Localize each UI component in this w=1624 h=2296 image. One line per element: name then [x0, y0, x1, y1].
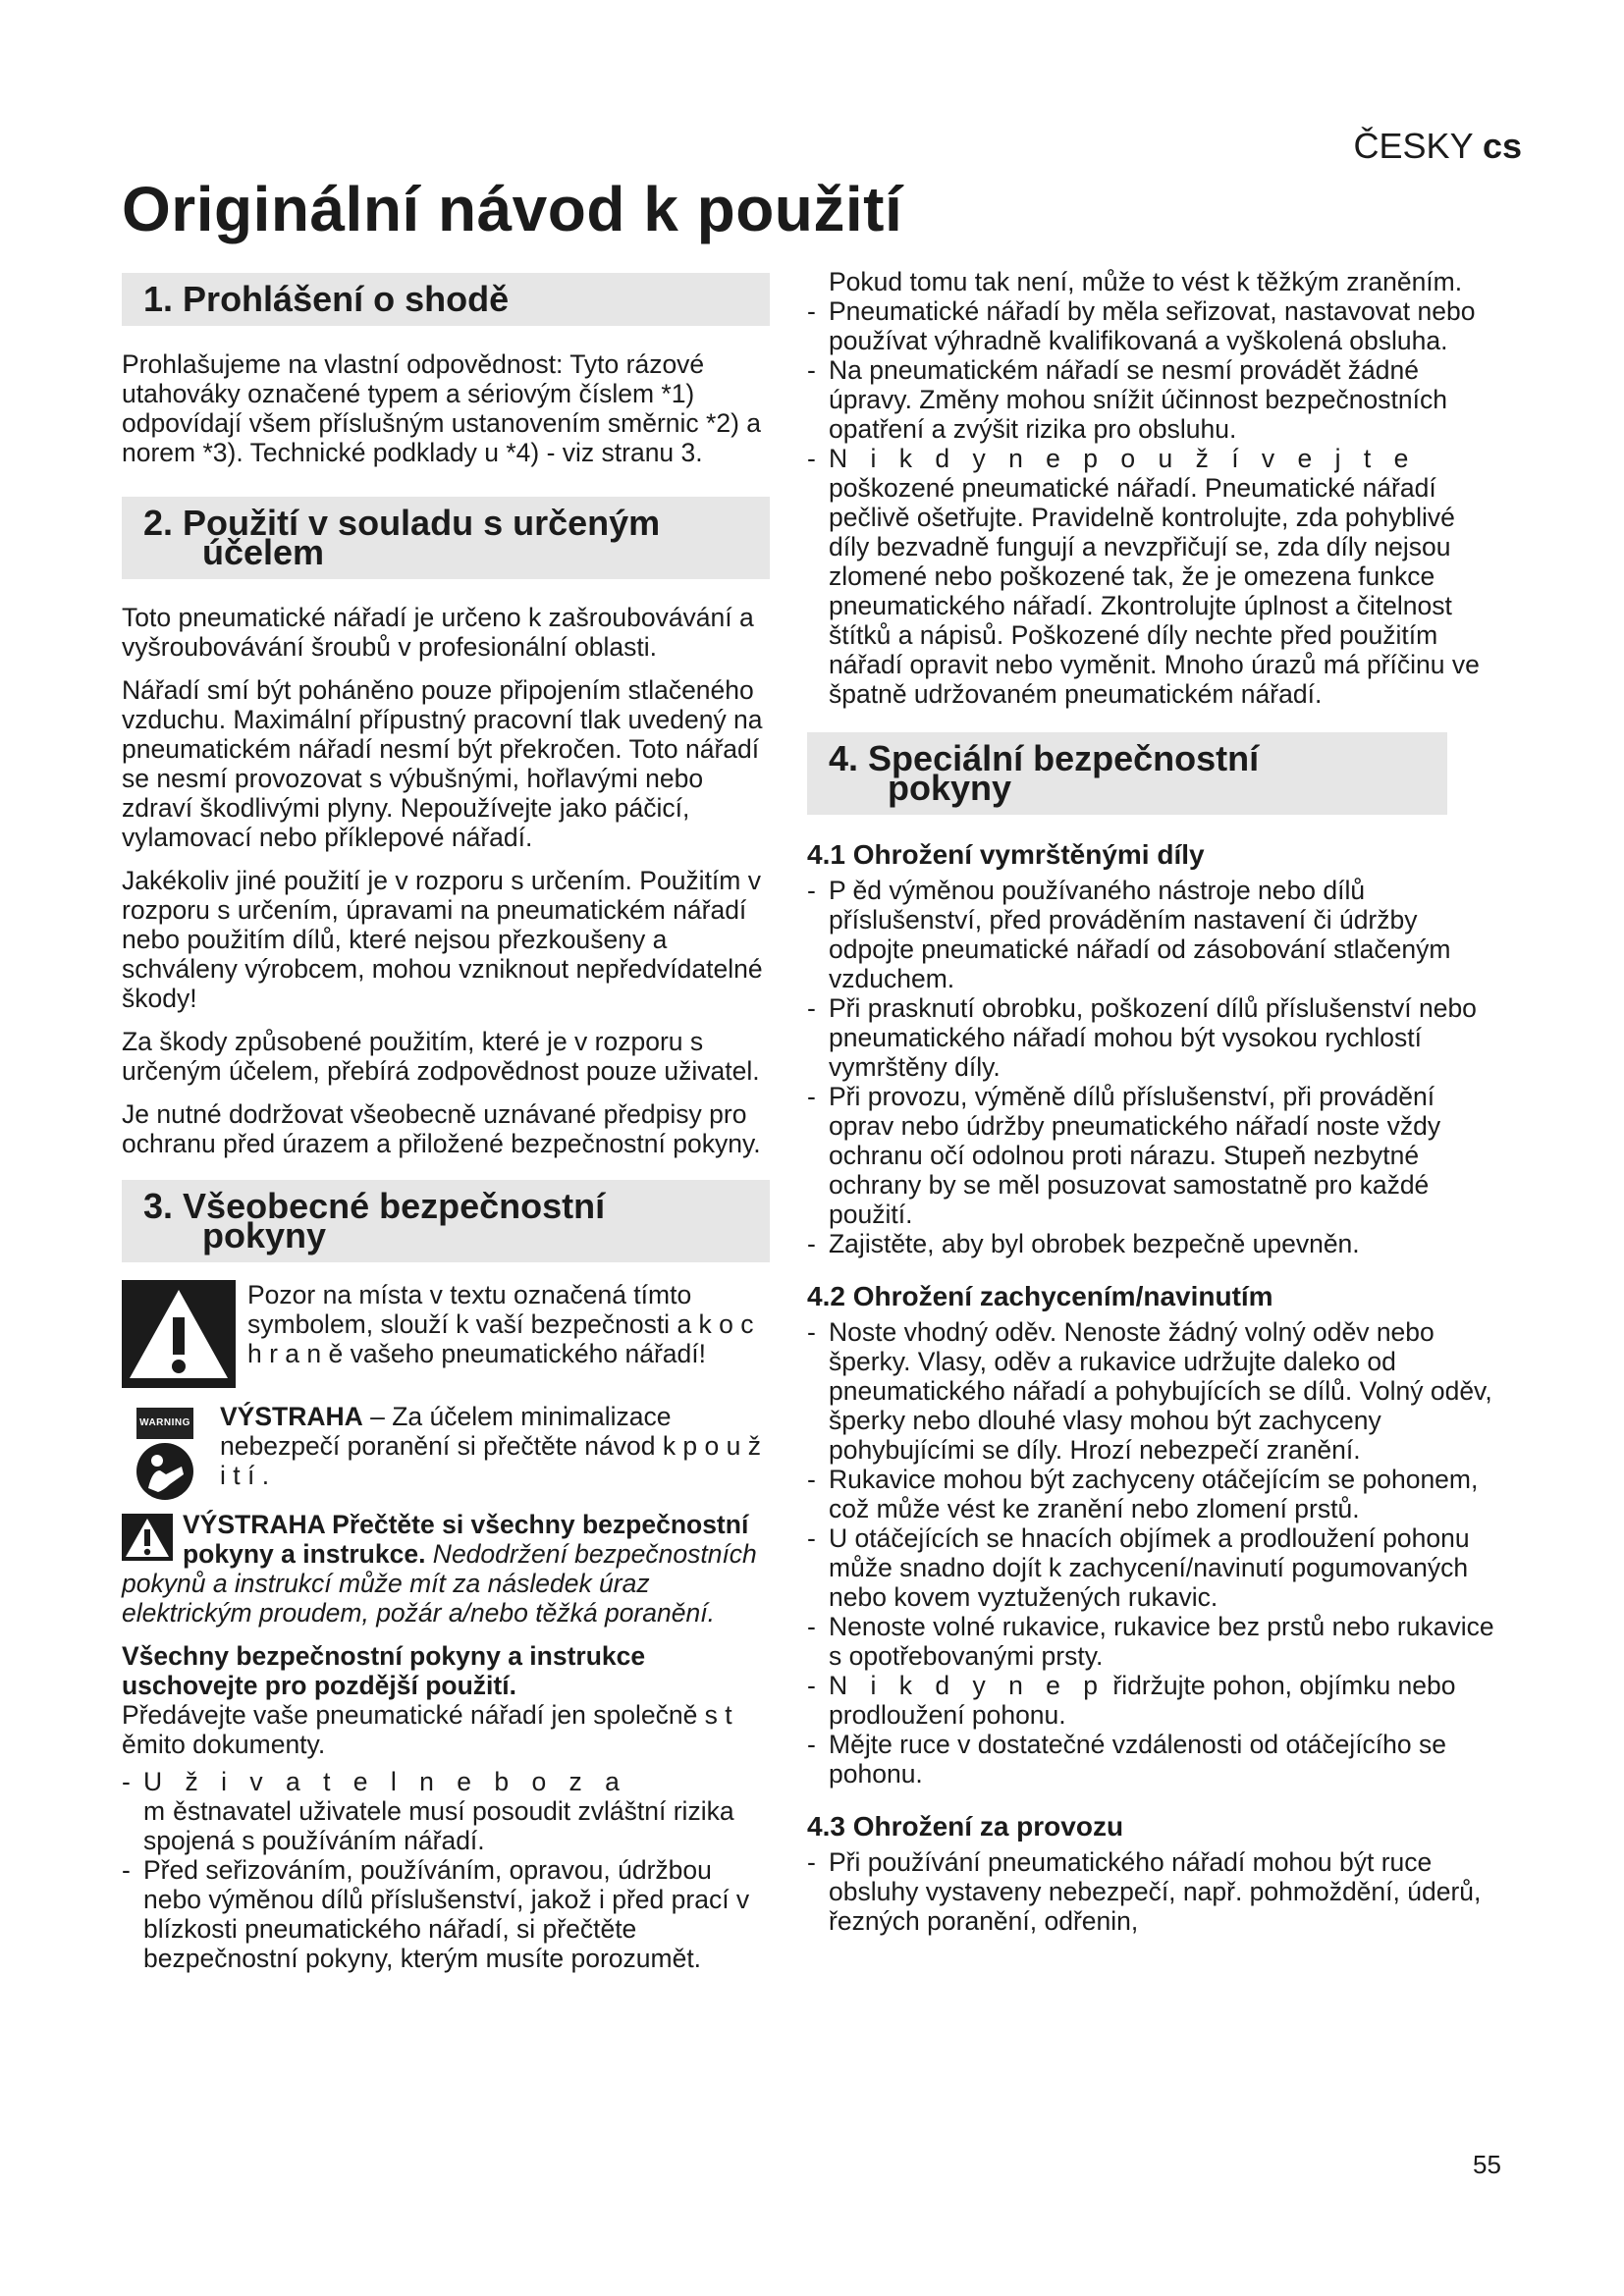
right-column — [807, 267, 1494, 1936]
language-label: ČESKY cs — [1353, 126, 1522, 166]
section-2-para-3: Jakékoliv jiné použití je v rozporu s určením. Použitím v rozporu s určením, úpravami na pneumatickém nářadí nebo použitím dílů, které nejsou přezkoušeny a schváleny výrobcem, mohou vzniknout nepředvídatelné škody! — [122, 866, 763, 1013]
section-2-heading: 2. Použití v souladu s určeným účelem — [122, 497, 770, 579]
list-item: - N i k d y n e p o u ž í v e j t e poškozené pneumatické nářadí. Pneumatické nářadí pečlivě ošetřujte. Pravidelně kontrolujte, zda pohyblivé díly bezvadně fungují a nevzpřičují se, zda díly nejsou zlomené nebo poškozené tak, že je omezena funkce pneumatického nářadí. Zkontrolujte úplnost a čitelnost štítků a nápisů. Poškozené díly nechte před použitím nářadí opravit nebo vyměnit. Mnoho úrazů má příčinu ve špatně udržovaném pneumatickém nářadí. — [807, 444, 1494, 709]
list-item: - Nenoste volné rukavice, rukavice bez prstů nebo rukavice s opotřebovanými prsty. — [807, 1612, 1494, 1671]
read-manual-text: VÝSTRAHA – Za účelem minimalizace nebezpečí poranění si přečtěte návod k p o u ž i t í . — [220, 1402, 761, 1490]
list-item: - Noste vhodný oděv. Nenoste žádný volný oděv nebo šperky. Vlasy, oděv a rukavice udržujte daleko od pneumatického nářadí a pohybujících se dílů. Volný oděv, šperky nebo dlouhé vlasy mohou být zachyceny pohybujícími se díly. Hrozí nebezpečí zranění. — [807, 1317, 1494, 1465]
section-3-heading: 3. Všeobecné bezpečnostní pokyny — [122, 1180, 770, 1262]
list-item: - Při provozu, výměně dílů příslušenství, při provádění oprav nebo údržby pneumatického nářadí noste vždy ochranu očí odolnou proti nárazu. Stupeň nezbytné ochrany by se měl posuzovat samostatně pro každé použití. — [807, 1082, 1494, 1229]
subsection-4-3-list — [807, 1847, 1494, 1936]
section-3-list-left — [122, 1767, 770, 1973]
list-item: - Pneumatické nářadí by měla seřizovat, nastavovat nebo používat výhradně kvalifikovaná a vyškolená obsluha. — [807, 296, 1494, 355]
subsection-4-3-heading: 4.3 Ohrožení za provozu — [807, 1811, 1124, 1842]
read-all-warning: VÝSTRAHA Přečtěte si všechny bezpečnostní pokyny a instrukce. Nedodržení bezpečnostních pokynů a instrukcí může mít za následek úraz elektrickým proudem, požár a/nebo těžká poranění. — [122, 1510, 757, 1628]
page-number: 55 — [1473, 2150, 1501, 2179]
list-item: - P ěd výměnou používaného nástroje nebo dílů příslušenství, před prováděním nastavení či údržby odpojte pneumatické nářadí od zásobování stlačeným vzduchem. — [807, 876, 1494, 993]
left-column — [122, 273, 770, 1973]
read-manual-icon — [122, 1402, 208, 1502]
list-item: - Při používání pneumatického nářadí mohou být ruce obsluhy vystaveny nebezpečí, např. pohmoždění, úderů, řezných poranění, odřenin, — [807, 1847, 1494, 1936]
list-item: - Na pneumatickém nářadí se nesmí provádět žádné úpravy. Změny mohou snížit účinnost bezpečnostních opatření a zvýšit rizika pro obsluhu. — [807, 355, 1494, 444]
warning-symbol-text: Pozor na místa v textu označená tímto symbolem, slouží k vaší bezpečnosti a k o c h r a n ě vašeho pneumatického nářadí! — [247, 1280, 754, 1368]
section-2-para-5: Je nutné dodržovat všeobecně uznávané předpisy pro ochranu před úrazem a přiložené bezpečnostní pokyny. — [122, 1099, 761, 1158]
warning-triangle-icon — [122, 1280, 236, 1394]
section-3-continued: Pokud tomu tak není, může to vést k těžkým zraněním. — [829, 267, 1463, 296]
section-1-heading: 1. Prohlášení o shodě — [122, 273, 770, 326]
list-item: - U ž i v a t e l n e b o z a městnavatel uživatele musí posoudit zvláštní rizika spojená s používáním nářadí. — [122, 1767, 770, 1855]
list-item: - Před seřizováním, používáním, opravou, údržbou nebo výměnou dílů příslušenství, jakož i před prací v blízkosti pneumatického nářadí, si přečtěte bezpečnostní pokyny, kterým musíte porozumět. — [122, 1855, 770, 1973]
section-3-list-right — [807, 296, 1494, 709]
read-manual-note — [122, 1402, 770, 1502]
keep-instructions-note: Všechny bezpečnostní pokyny a instrukce uschovejte pro pozdější použití. Předávejte vaše pneumatické nářadí jen společně s t ěmito dokumenty. — [122, 1641, 732, 1759]
section-2-para-1: Toto pneumatické nářadí je určeno k zašroubovávání a vyšroubovávání šroubů v profesionální oblasti. — [122, 603, 754, 662]
page-title: Originální návod k použití — [122, 174, 903, 244]
subsection-4-2-heading: 4.2 Ohrožení zachycením/navinutím — [807, 1281, 1273, 1311]
list-item: - U otáčejících se hnacích objímek a prodloužení pohonu může snadno dojít k zachycení/navinutí pogumovaných nebo kovem vyztužených rukavic. — [807, 1523, 1494, 1612]
subsection-4-1-heading: 4.1 Ohrožení vymrštěnými díly — [807, 839, 1205, 870]
list-item: - Při prasknutí obrobku, poškození dílů příslušenství nebo pneumatického nářadí mohou být vysokou rychlostí vymrštěny díly. — [807, 993, 1494, 1082]
subsection-4-2-list — [807, 1317, 1494, 1789]
list-item: - N i k d y n e p řidržujte pohon, objímku nebo prodloužení pohonu. — [807, 1671, 1494, 1730]
list-item: - Rukavice mohou být zachyceny otáčejícím se pohonem, což může vést ke zranění nebo zlomení prstů. — [807, 1465, 1494, 1523]
warning-tag: WARNING — [136, 1408, 193, 1439]
warning-symbol-note — [122, 1280, 770, 1394]
section-2-para-2: Nářadí smí být poháněno pouze připojením stlačeného vzduchu. Maximální přípustný pracovní tlak uvedený na pneumatickém nářadí nesmí být překročen. Toto nářadí se nesmí provozovat s výbušnými, hořlavými nebo zdraví škodlivými plyny. Nepoužívejte jako páčicí, vylamovací nebo příklepové nářadí. — [122, 675, 763, 852]
subsection-4-1-list — [807, 876, 1494, 1258]
list-item: - Mějte ruce v dostatečné vzdálenosti od otáčejícího se pohonu. — [807, 1730, 1494, 1789]
section-4-heading: 4. Speciální bezpečnostní pokyny — [807, 732, 1447, 815]
list-item: - Zajistěte, aby byl obrobek bezpečně upevněn. — [807, 1229, 1494, 1258]
section-2-para-4: Za škody způsobené použitím, které je v rozporu s určeným účelem, přebírá zodpovědnost pouze uživatel. — [122, 1027, 760, 1086]
small-warning-triangle-icon — [122, 1514, 173, 1567]
section-1-text: Prohlašujeme na vlastní odpovědnost: Tyto rázové utahováky označené typem a sériovým číslem *1) odpovídají všem příslušným ustanovením směrnic *2) a norem *3). Technické podklady u *4) - viz stranu 3. — [122, 349, 761, 467]
